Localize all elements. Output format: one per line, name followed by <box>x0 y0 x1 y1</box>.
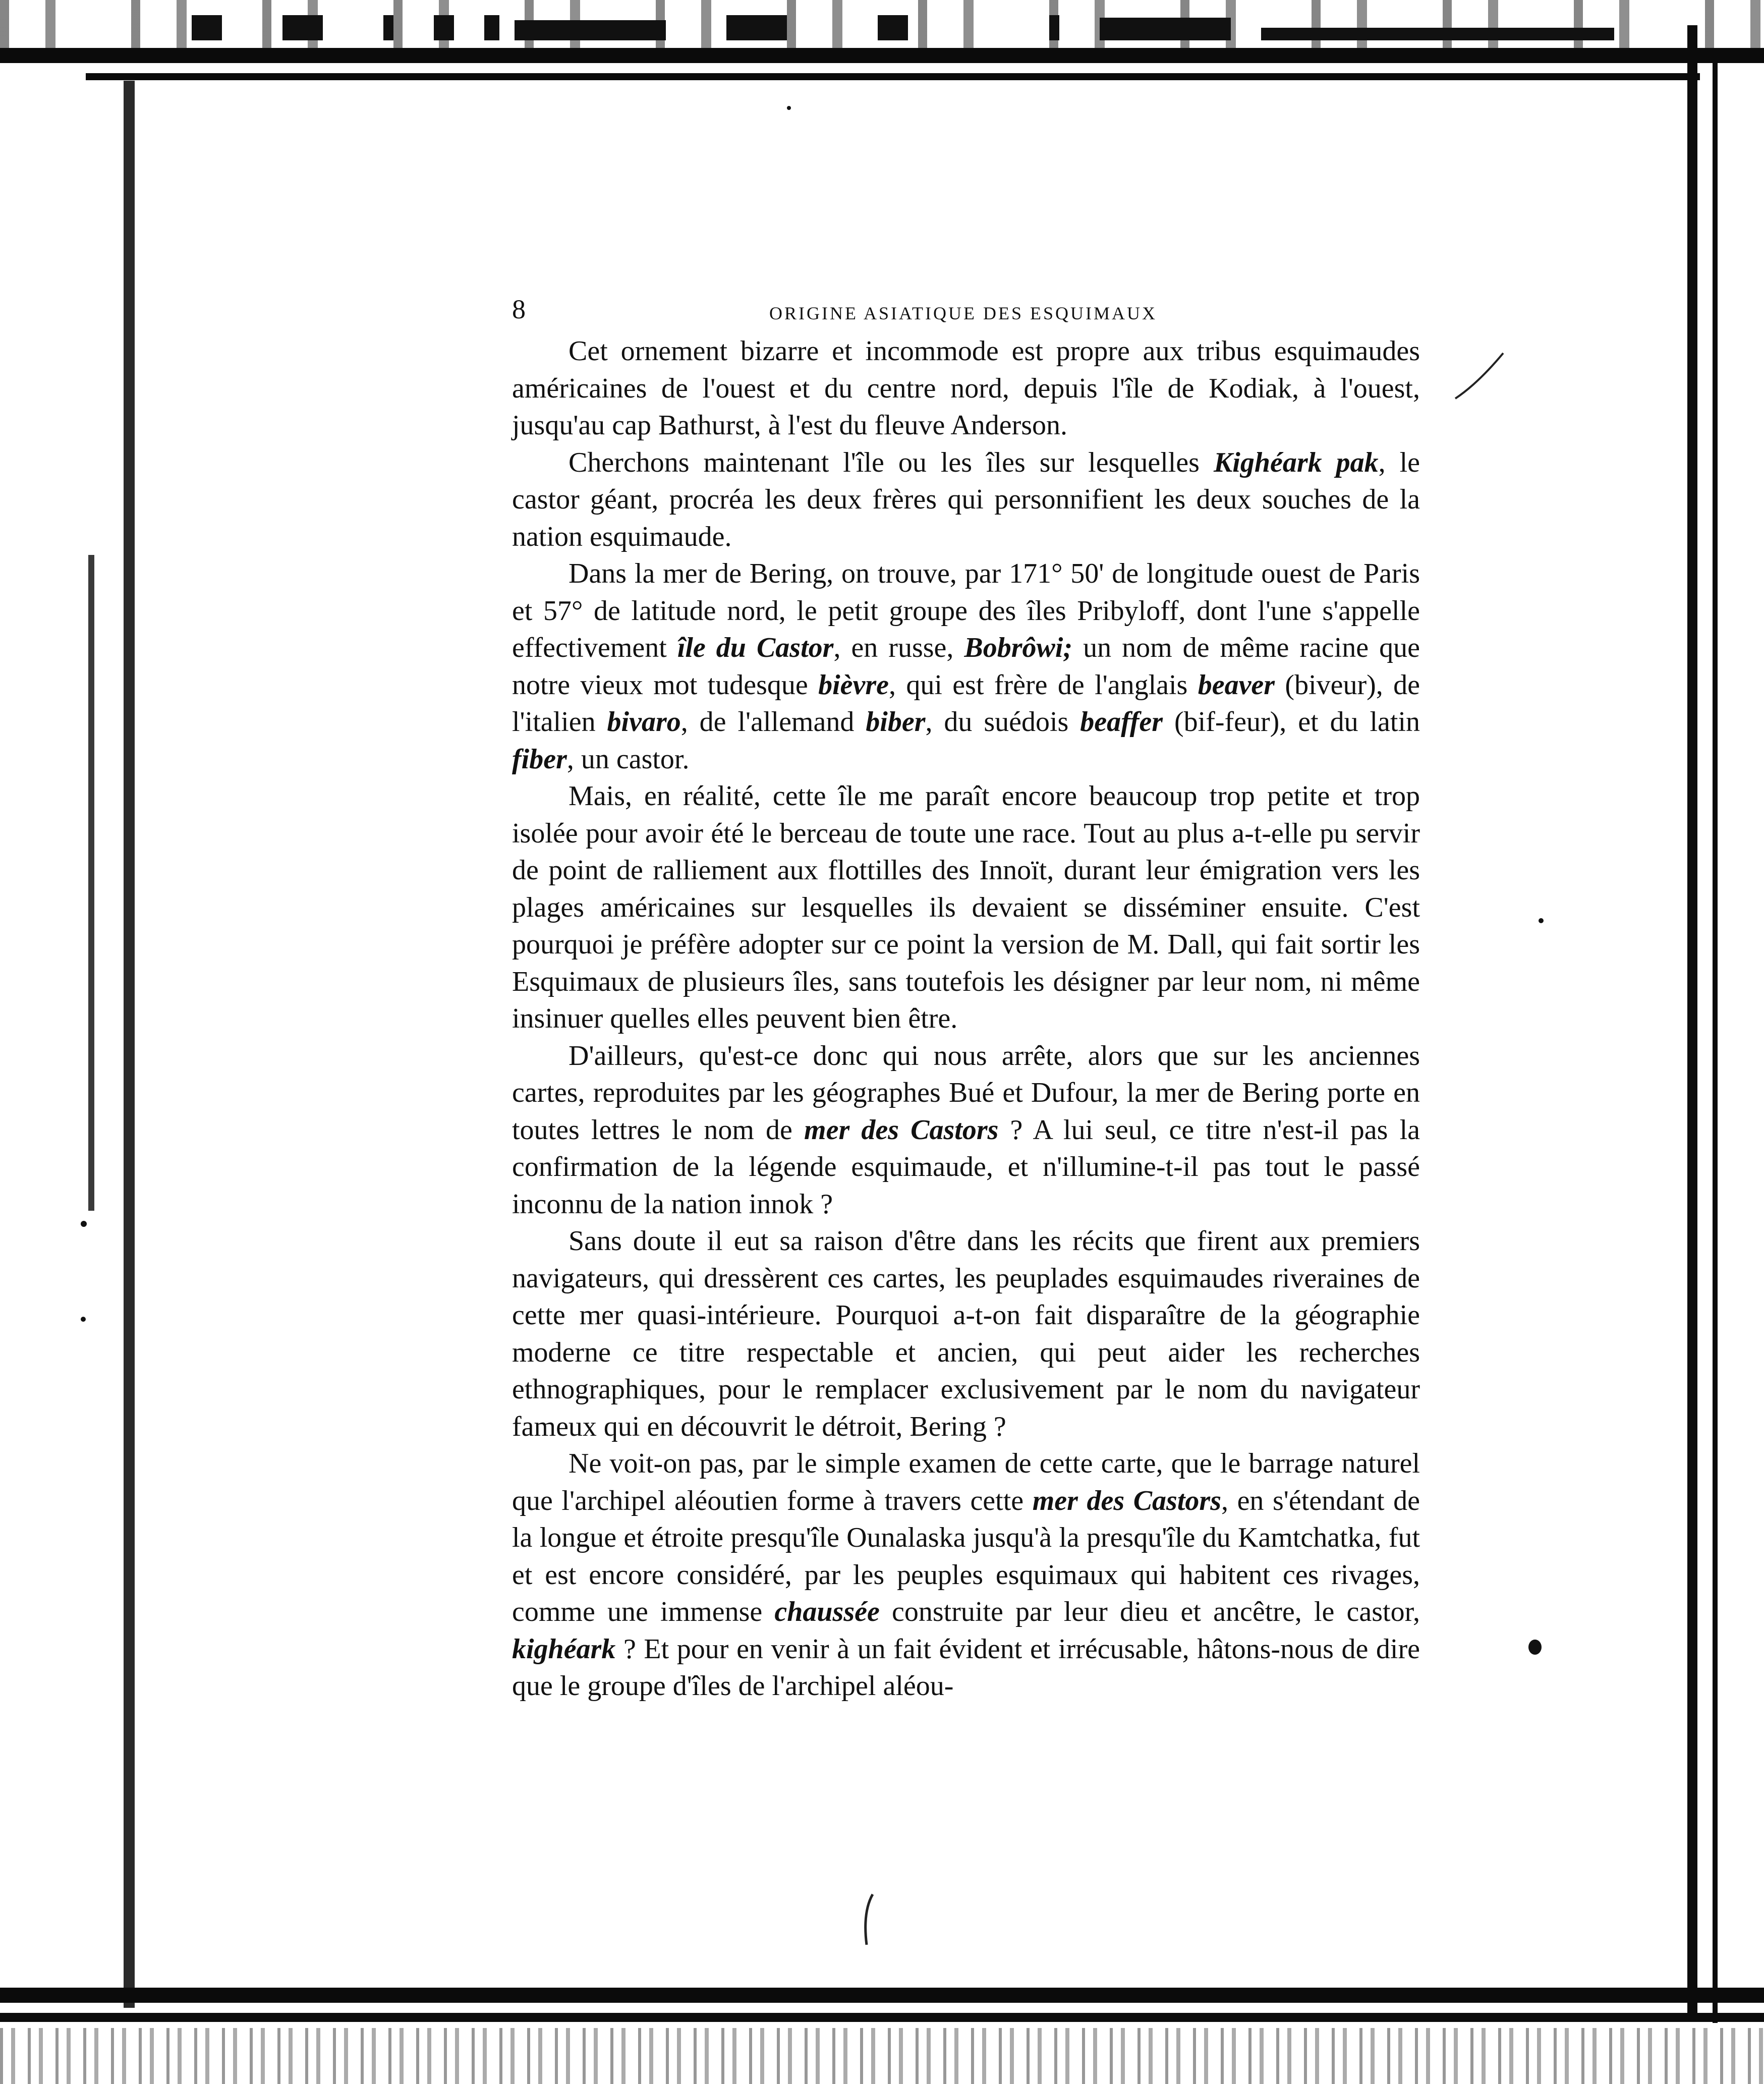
text-run: (biveur), de l'italien <box>512 669 1420 738</box>
running-head <box>512 288 1420 333</box>
italic-term: kighéark <box>512 1633 616 1665</box>
italic-term: beaver <box>1198 669 1275 701</box>
text-run: ? A lui seul, ce titre n'est-il pas la confirmation de la légende esquimaude, et n'illumine-t-il pas tout le passé inconnu de la nation innok ? <box>512 1114 1420 1220</box>
scan-artifact-bottom <box>0 2028 1764 2084</box>
italic-term: biber <box>866 706 926 738</box>
text-run: Cet ornement bizarre et incommode est propre aux tribus esquimaudes américaines de l'ouest et du centre nord, depuis l'île de Kodiak, à l'ouest, jusqu'au cap Bathurst, à l'est du fleuve Anderson. <box>512 335 1420 441</box>
scan-frame-top <box>0 48 1764 63</box>
text-run: , qui est frère de l'anglais <box>889 669 1198 701</box>
scan-frame-top-inner <box>86 73 1700 80</box>
scan-frame-bottom <box>0 1988 1764 2003</box>
pencil-mark-icon <box>1453 348 1508 404</box>
ink-speck <box>1539 918 1544 923</box>
text-run: Cherchons maintenant l'île ou les îles sur lesquelles <box>568 446 1214 478</box>
text-run: , en s'étendant de la longue et étroite presqu'île Ounalaska jusqu'à la presqu'île du Kamtchatka, fut et est encore considéré, par les peuples esquimaux qui habitent ces rivages, comme une immense <box>512 1485 1420 1627</box>
page-number: 8 <box>512 294 526 324</box>
ink-speck <box>787 106 791 110</box>
text-run: ? Et pour en venir à un fait évident et irrécusable, hâtons-nous de dire que le groupe d'îles de l'archipel aléou- <box>512 1633 1420 1702</box>
ink-speck <box>81 1317 86 1322</box>
body-paragraph <box>512 333 1420 444</box>
page-content <box>512 288 1420 1705</box>
italic-term: bièvre <box>818 669 889 701</box>
body-paragraph <box>512 778 1420 1038</box>
italic-term: Bobrôwi; <box>964 632 1073 663</box>
text-run: Ne voit-on pas, par le simple examen de cette carte, que le barrage naturel que l'archipel aléoutien forme à travers cette <box>512 1448 1420 1516</box>
scan-frame-right-outer <box>1713 55 1718 2023</box>
scan-frame-right <box>1687 25 1697 2018</box>
italic-term: bivaro <box>607 706 681 738</box>
pencil-mark-icon <box>858 1892 878 1947</box>
text-run: Mais, en réalité, cette île me paraît encore beaucoup trop petite et trop isolée pour avoir été le berceau de toute une race. Tout au plus a-t-elle pu servir de point de ralliement aux flottilles des Innoït, durant leur émigration vers les plages américaines sur lesquelles ils devaient se disséminer ensuite. C'est pourquoi je préfère adopter sur ce point la version de M. Dall, qui fait sortir les Esquimaux de plusieurs îles, sans toutefois les désigner par leur nom, ni même insinuer quelles elles peuvent bien être. <box>512 780 1420 1034</box>
italic-term: chaussée <box>774 1596 880 1627</box>
italic-term: fiber <box>512 743 567 775</box>
body-paragraph <box>512 1223 1420 1445</box>
text-run: un nom de même racine que notre vieux mot tudesque <box>512 632 1420 701</box>
scan-frame-left <box>124 81 135 2008</box>
scan-frame-left-outer <box>88 555 94 1211</box>
text-run: (bif-feur), et du latin <box>1163 706 1420 738</box>
text-run: Sans doute il eut sa raison d'être dans les récits que firent aux premiers navigateurs, qui dressèrent ces cartes, les peuplades esquimaudes riveraines de cette mer quasi-intérieure. Pourquoi a-t-on fait disparaître de la géographie moderne ce titre respectable et ancien, qui peut aider les recherches ethnographiques, pour le remplacer exclusivement par le nom du navigateur fameux qui en découvrit le détroit, Bering ? <box>512 1225 1420 1442</box>
body-paragraph <box>512 555 1420 778</box>
text-run: , du suédois <box>925 706 1080 738</box>
body-paragraph <box>512 1445 1420 1705</box>
body-paragraph <box>512 444 1420 556</box>
text-run: D'ailleurs, qu'est-ce donc qui nous arrête, alors que sur les anciennes cartes, reproduites par les géographes Bué et Dufour, la mer de Bering porte en toutes lettres le nom de <box>512 1040 1420 1146</box>
ink-speck <box>81 1221 87 1227</box>
italic-term: mer des Castors <box>804 1114 999 1146</box>
text-run: Dans la mer de Bering, on trouve, par 171° 50' de longitude ouest de Paris et 57° de latitude nord, le petit groupe des îles Pribyloff, dont l'une s'appelle effectivement <box>512 558 1420 663</box>
text-run: , en russe, <box>833 632 964 663</box>
body-paragraph <box>512 1038 1420 1223</box>
italic-term: île du Castor <box>677 632 834 663</box>
italic-term: beaffer <box>1080 706 1163 738</box>
text-run: , de l'allemand <box>680 706 866 738</box>
running-title: ORIGINE ASIATIQUE DES ESQUIMAUX <box>769 303 1157 323</box>
text-run: , le castor géant, procréa les deux frères qui personnifient les deux souches de la nation esquimaude. <box>512 446 1420 552</box>
body-text <box>512 333 1420 1705</box>
text-run: construite par leur dieu et ancêtre, le castor, <box>879 1596 1420 1627</box>
italic-term: Kighéark pak <box>1213 446 1379 478</box>
ink-speck <box>1528 1640 1542 1655</box>
italic-term: mer des Castors <box>1032 1485 1221 1516</box>
text-run: , un castor. <box>566 743 690 775</box>
scan-frame-bottom-inner <box>0 2013 1764 2022</box>
